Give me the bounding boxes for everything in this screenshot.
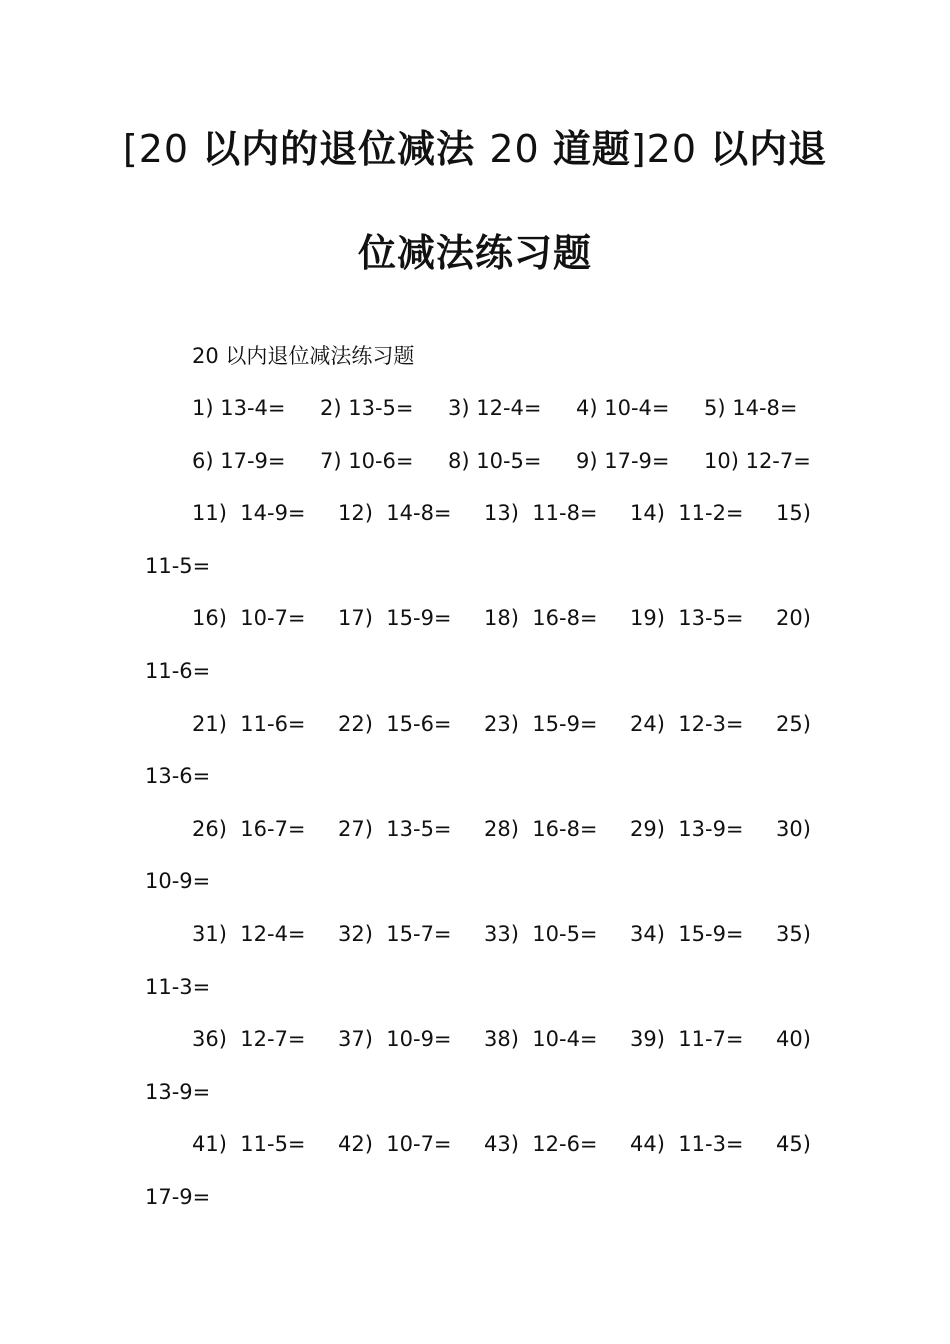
problem-item: 11) 14-9= — [192, 501, 306, 526]
problem-item: 4) 10-4= — [576, 396, 670, 420]
problem-item: 30) — [776, 816, 811, 841]
problem-item: 21) 11-6= — [192, 711, 306, 736]
problem-item: 13-9= — [145, 1079, 211, 1104]
problem-item: 45) — [776, 1132, 811, 1157]
problem-item: 13-6= — [145, 764, 211, 789]
problem-item: 33) 10-5= — [484, 922, 598, 946]
title-segment: 20 — [489, 127, 553, 171]
problem-item: 38) 10-4= — [484, 1027, 598, 1052]
problem-item: 35) — [776, 922, 811, 946]
problem-row — [0, 396, 950, 426]
problem-item: 23) 15-9= — [484, 711, 598, 736]
problem-item: 18) 16-8= — [484, 606, 598, 631]
problem-item: 41) 11-5= — [192, 1132, 306, 1157]
problem-item: 9) 17-9= — [576, 448, 670, 473]
problem-item: 1) 13-4= — [192, 396, 286, 420]
problem-row — [0, 449, 950, 479]
problem-item: 43) 12-6= — [484, 1132, 598, 1157]
problem-item: 6) 17-9= — [192, 448, 286, 473]
problem-item: 8) 10-5= — [448, 448, 542, 473]
problem-item: 2) 13-5= — [320, 396, 414, 420]
problem-row-continuation — [0, 975, 950, 1005]
problem-item: 17) 15-9= — [338, 606, 452, 631]
problem-item: 15) — [776, 501, 811, 526]
problem-item: 39) 11-7= — [630, 1027, 744, 1052]
problem-item: 10) 12-7= — [704, 448, 811, 473]
problem-item: 36) 12-7= — [192, 1027, 306, 1052]
problem-item: 16) 10-7= — [192, 606, 306, 631]
problem-item: 32) 15-7= — [338, 922, 452, 946]
problem-item: 24) 12-3= — [630, 711, 744, 736]
problem-item: 3) 12-4= — [448, 396, 542, 420]
problem-item: 25) — [776, 711, 811, 736]
problem-row — [0, 606, 950, 636]
title-segment: 道题 — [552, 127, 631, 171]
problem-row-continuation — [0, 554, 950, 584]
problem-row — [0, 501, 950, 531]
problem-item: 40) — [776, 1027, 811, 1052]
problem-item: 11-5= — [145, 553, 211, 578]
problem-item: 14) 11-2= — [630, 501, 744, 526]
title-segment: 以内退 — [710, 127, 828, 171]
problem-item: 12) 14-8= — [338, 501, 452, 526]
problem-item: 37) 10-9= — [338, 1027, 452, 1052]
exercise-heading: 20 以内退位减法练习题 — [192, 344, 415, 368]
problem-item: 10-9= — [145, 869, 211, 894]
title-segment: ]20 — [630, 127, 711, 171]
problem-item: 29) 13-9= — [630, 816, 744, 841]
problem-item: 31) 12-4= — [192, 922, 306, 946]
problem-row — [0, 712, 950, 742]
problem-item: 20) — [776, 606, 811, 631]
problem-row-continuation — [0, 1080, 950, 1110]
problem-item: 11-3= — [145, 974, 211, 999]
problem-item: 44) 11-3= — [630, 1132, 744, 1157]
problem-item: 7) 10-6= — [320, 448, 414, 473]
problem-row-continuation — [0, 1185, 950, 1215]
problem-row-continuation — [0, 869, 950, 899]
problem-item: 5) 14-8= — [704, 396, 798, 420]
problem-item: 11-6= — [145, 659, 211, 683]
title-line-1 — [0, 118, 950, 173]
problem-item: 28) 16-8= — [484, 816, 598, 841]
problem-item: 19) 13-5= — [630, 606, 744, 631]
problem-row-continuation — [0, 764, 950, 794]
problem-item: 17-9= — [145, 1185, 211, 1209]
title-segment: [20 — [122, 127, 203, 171]
title-segment: 以内的退位减法 — [202, 127, 490, 171]
problem-row-continuation — [0, 659, 950, 689]
problem-row — [0, 1132, 950, 1162]
problem-item: 34) 15-9= — [630, 922, 744, 946]
title-line-2: 位减法练习题 — [357, 231, 592, 275]
problem-row — [0, 922, 950, 952]
problem-item: 22) 15-6= — [338, 711, 452, 736]
problem-item: 26) 16-7= — [192, 816, 306, 841]
problem-row — [0, 1027, 950, 1057]
problem-row — [0, 817, 950, 847]
problem-item: 42) 10-7= — [338, 1132, 452, 1157]
problem-item: 13) 11-8= — [484, 501, 598, 526]
problem-item: 27) 13-5= — [338, 816, 452, 841]
